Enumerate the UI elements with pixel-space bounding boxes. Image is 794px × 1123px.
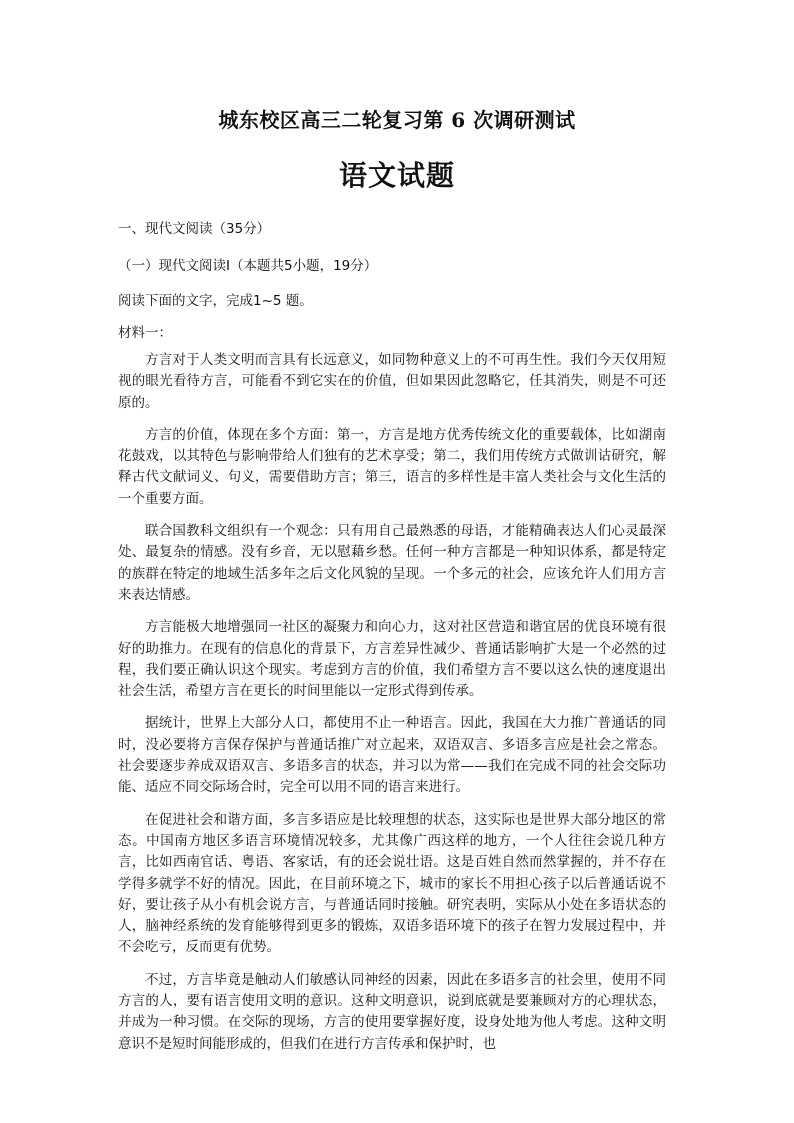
exam-title: 城东校区高三二轮复习第 6 次调研测试	[218, 108, 576, 132]
subject-title: 语文试题	[338, 159, 455, 192]
paragraph: 联合国教科文组织有一个观念：只有用自己最熟悉的母语，才能精确表达人们心灵最深处、最复杂的情感。没有乡音，无以慰藉乡愁。任何一种方言都是一种知识体系，都是特定的族群在特定的地域生活多年之后文化风貌的呈现。一个多元的社会，应该允许人们用方言来表达情感。	[118, 523, 666, 603]
sub-section-heading: （一）现代文阅读Ⅰ（本题共5小题，19分）	[118, 258, 378, 274]
paragraph: 方言对于人类文明而言具有长远意义，如同物种意义上的不可再生性。我们今天仅用短视的眼光看待方言，可能看不到它实在的价值，但如果因此忽略它，任其消失，则是不可还原的。	[118, 352, 666, 411]
passage-body	[118, 350, 666, 1066]
paragraph: 方言能极大地增强同一社区的凝聚力和向心力，这对社区营造和谐宜居的优良环境有很好的助推力。在现有的信息化的背景下，方言差异性减少、普通话影响扩大是一个必然的过程，我们要正确认识这个现实。考虑到方言的价值，我们希望方言不要以这么快的速度退出社会生活，希望方言在更长的时间里能以一定形式得到传承。	[118, 619, 666, 700]
instruction-text: 阅读下面的文字，完成1~5 题。	[118, 293, 313, 309]
paragraph: 在促进社会和谐方面，多言多语应是比较理想的状态，这实际也是世界大部分地区的常态。中国南方地区多语言环境情况较多，尤其像广西这样的地方，一个人往往会说几种方言，比如西南官话、粤语、客家话，有的还会说壮语。这是百姓自然而然掌握的，并不存在学得多就学不好的情况。因此，在目前环境之下，城市的家长不用担心孩子以后普通话说不好，要让孩子从小有机会说方言，与普通话同时接触。研究表明，实际从小处在多语状态的人，脑神经系统的发育能够得到更多的锻炼，双语多语环境下的孩子在智力发展过程中，并不会吃亏，反而更有优势。	[118, 811, 666, 956]
material-label: 材料一：	[118, 325, 172, 341]
section-heading: 一、现代文阅读（35分）	[118, 221, 271, 237]
paragraph: 方言的价值，体现在多个方面：第一，方言是地方优秀传统文化的重要载体，比如湖南花鼓戏，以其特色与影响带给人们独有的艺术享受；第二，我们用传统方式做训诂研究，解释古代文献词义、句义，需要借助方言；第三，语言的多样性是丰富人类社会与文化生活的一个重要方面。	[118, 426, 666, 507]
paragraph: 不过，方言毕竟是触动人们敏感认同神经的因素，因此在多语多言的社会里，使用不同方言的人，要有语言使用文明的意识。这种文明意识，说到底就是要兼顾对方的心理状态，并成为一种习惯。在交际的现场，方言的使用要掌握好度，设身处地为他人考虑。这种文明意识不是短时间能形成的，但我们在进行方言传承和保护时，也	[118, 971, 666, 1052]
paragraph: 据统计，世界上大部分人口，都使用不止一种语言。因此，我国在大力推广普通话的同时，没必要将方言保存保护与普通话推广对立起来，双语双言、多语多言应是社会之常态。社会要逐步养成双语双言、多语多言的状态，并习以为常——我们在完成不同的社会交际功能、适应不同交际场合时，完全可以用不同的语言来进行。	[118, 715, 666, 796]
